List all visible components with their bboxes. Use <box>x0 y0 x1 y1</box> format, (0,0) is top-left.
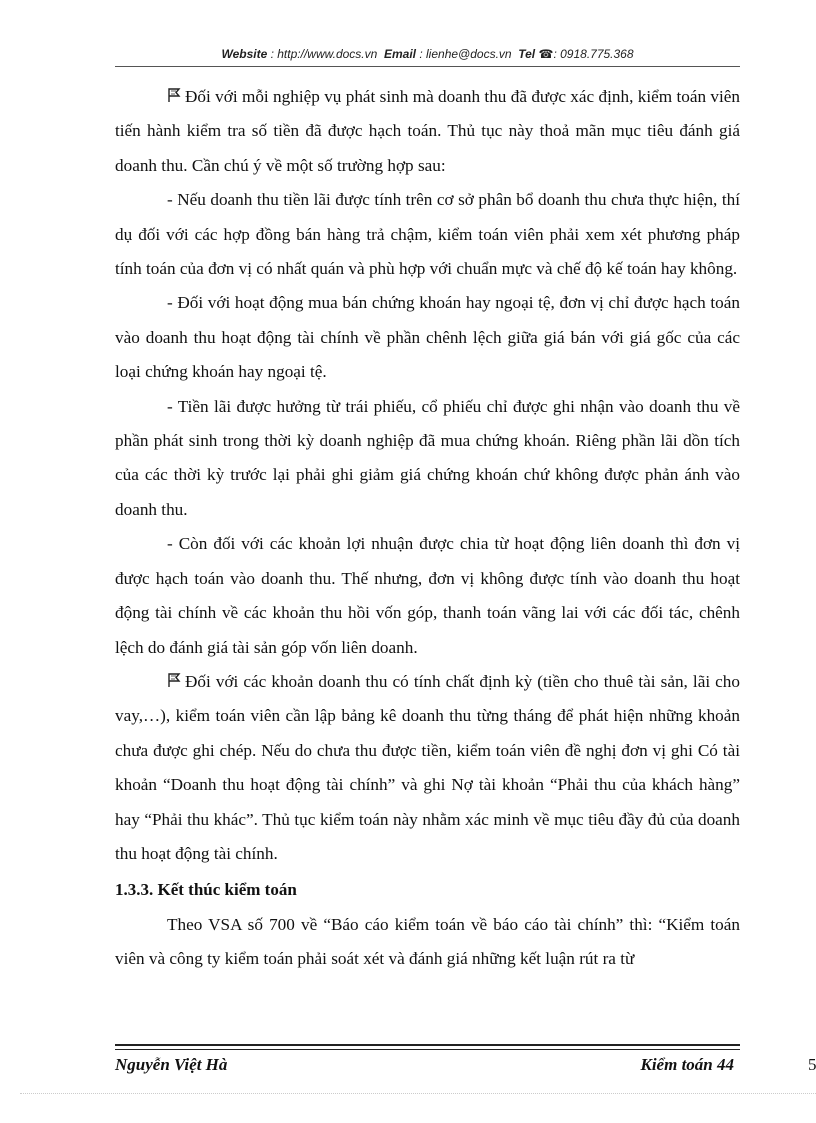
paragraph-4: - Tiền lãi được hưởng từ trái phiếu, cổ phiếu chỉ được ghi nhận vào doanh thu về phần phát sinh trong thời kỳ doanh nghiệp đã mua chứng khoán. Riêng phần lãi dồn tích của các thời kỳ trước lại phải ghi giảm giá chứng khoán chứ không được phản ánh vào doanh thu. <box>115 396 740 519</box>
paragraph-2: - Nếu doanh thu tiền lãi được tính trên cơ sở phân bổ doanh thu chưa thực hiện, thí dụ đối với các hợp đồng bán hàng trả chậm, kiểm toán viên phải xem xét phương pháp tính toán của đơn vị có nhất quán và phù hợp với chuẩn mực và chế độ kế toán hay không. <box>115 190 740 279</box>
flag-bullet-icon <box>167 87 183 103</box>
header-divider <box>115 66 740 67</box>
paragraph-6: Đối với các khoản doanh thu có tính chất định kỳ (tiền cho thuê tài sản, lãi cho vay,…), kiểm toán viên cần lập bảng kê doanh thu từng tháng để phát hiện những khoản chưa được ghi chép. Nếu do chưa thu được tiền, kiểm toán viên đề nghị đơn vị ghi Có tài khoản “Doanh thu hoạt động tài chính” và ghi Nợ tài khoản “Phải thu của khách hàng” hay “Phải thu khác”. Thủ tục kiểm toán này nhằm xác minh về mục tiêu đầy đủ của doanh thu hoạt động tài chính. <box>115 671 740 863</box>
tel-value: : 0918.775.368 <box>553 47 634 61</box>
phone-icon: ☎ <box>538 47 554 61</box>
paragraph-3: - Đối với hoạt động mua bán chứng khoán hay ngoại tệ, đơn vị chỉ được hạch toán vào doanh thu hoạt động tài chính về phần chênh lệch giữa giá bán với giá gốc của các loại chứng khoán hay ngoại tệ. <box>115 293 740 382</box>
section-heading: 1.3.3. Kết thúc kiểm toán <box>115 880 297 900</box>
website-label: Website <box>221 47 268 61</box>
page-bottom-dotted-line <box>20 1093 816 1094</box>
footer-divider-thin <box>115 1049 740 1050</box>
footer-divider-thick <box>115 1044 740 1046</box>
website-value: : http://www.docs.vn <box>270 47 378 61</box>
tel-label: Tel <box>518 47 536 61</box>
paragraph-7: Theo VSA số 700 về “Báo cáo kiểm toán về báo cáo tài chính” thì: “Kiểm toán viên và công ty kiểm toán phải soát xét và đánh giá những kết luận rút ra từ <box>115 914 740 969</box>
page-header <box>115 47 740 61</box>
document-body <box>115 80 740 977</box>
flag-bullet-icon <box>167 672 183 688</box>
footer-author: Nguyễn Việt Hà <box>115 1055 228 1074</box>
paragraph-5: - Còn đối với các khoản lợi nhuận được chia từ hoạt động liên doanh thì đơn vị được hạch toán vào doanh thu. Thế nhưng, đơn vị không được tính vào doanh thu hoạt động tài chính về các khoản thu hồi vốn góp, thanh toán vãng lai với các đối tác, chênh lệch do đánh giá tài sản góp vốn liên doanh. <box>115 534 740 657</box>
footer-class: Kiểm toán 44 <box>640 1055 734 1074</box>
page-number: 5 <box>808 1055 816 1074</box>
email-value: : lienhe@docs.vn <box>419 47 512 61</box>
paragraph-1: Đối với mỗi nghiệp vụ phát sinh mà doanh thu đã được xác định, kiểm toán viên tiến hành kiểm tra số tiền đã được hạch toán. Thủ tục này thoả mãn mục tiêu đánh giá doanh thu. Cần chú ý về một số trường hợp sau: <box>115 87 740 175</box>
email-label: Email <box>383 47 416 61</box>
